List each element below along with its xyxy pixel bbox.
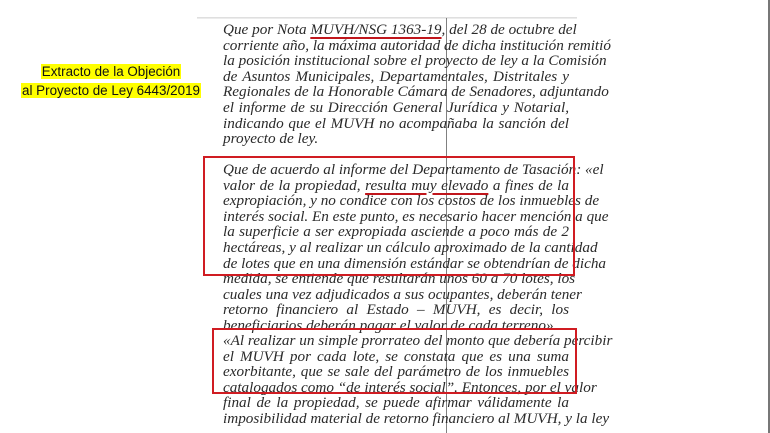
text-line: final de la propiedad, se puede afirmar válidamente la — [223, 394, 569, 412]
text-line: corriente año, la máxima autoridad de dicha institución remitió — [223, 36, 611, 54]
text-line: exorbitante, que se sale del parámetro de los inmuebles — [223, 363, 569, 381]
page-top-edge — [197, 17, 577, 19]
paragraph-nota-muvh — [223, 21, 611, 148]
caption-line-1: Extracto de la Objeción — [41, 64, 181, 79]
text-line: valor de la propiedad, resulta muy elevado a fines de la — [223, 176, 569, 194]
text-line: beneficiarios deberán pagar el valor de cada terreno». — [223, 316, 558, 334]
text-line: de Asuntos Municipales, Departamentales, Distritales y — [223, 67, 569, 85]
underlined-phrase: resulta muy elevado — [365, 176, 489, 194]
text-line: la posición institucional sobre el proyecto de ley a la Comisión — [223, 52, 607, 70]
text-line: de lotes que en una dimensión estándar se obtendrían de dicha — [223, 254, 607, 272]
text-line: expropiación, y no condice con los costos de los inmuebles de — [223, 192, 600, 210]
text-line: interés social. En este punto, es necesario hacer mención a que — [223, 207, 609, 225]
underlined-reference: MUVH/NSG 1363-19 — [310, 21, 442, 38]
text-line: proyecto de ley. — [223, 130, 319, 148]
text-line: Que de acuerdo al informe del Departamento de Tasación: «el — [223, 161, 604, 178]
text-line: «Al realizar un simple prorrateo del monto que debería percibir — [223, 332, 613, 349]
text-line: indicando que el MUVH no acompañaba la sanción del — [223, 114, 569, 132]
text-line: la superficie a ser expropiada asciende a poco más de 2 — [223, 223, 569, 241]
caption-label — [0, 62, 222, 100]
text-line: imposibilidad material de retorno financiero al MUVH, y la ley — [223, 409, 610, 427]
text-line: catalogados como “de interés social”. Entonces, por el valor — [223, 378, 597, 396]
text-line: hectáreas, y al realizar un cálculo aproximado de la cantidad — [223, 238, 598, 256]
text-line: el informe de su Dirección General Jurídica y Notarial, — [223, 98, 569, 116]
text-line: cuales una vez adjudicados a sus ocupantes, deberán tener — [223, 285, 582, 303]
text-line: retorno financiero al Estado – MUVH, es decir, los — [223, 301, 569, 319]
caption-line-2: al Proyecto de Ley 6443/2019 — [22, 83, 200, 98]
text-line: el MUVH por cada lote, se constata que es una suma — [223, 347, 569, 365]
highlight-box-prorrateo — [212, 328, 613, 396]
highlight-box-tasacion — [203, 156, 609, 276]
text-line: Regionales de la Honorable Cámara de Senadores, adjuntando — [223, 83, 609, 101]
text-line: medida, se entiende que resultarán unos 60 a 70 lotes, los — [223, 270, 576, 288]
text-line: Que por Nota MUVH/NSG 1363-19, del 28 de octubre del — [223, 21, 577, 38]
